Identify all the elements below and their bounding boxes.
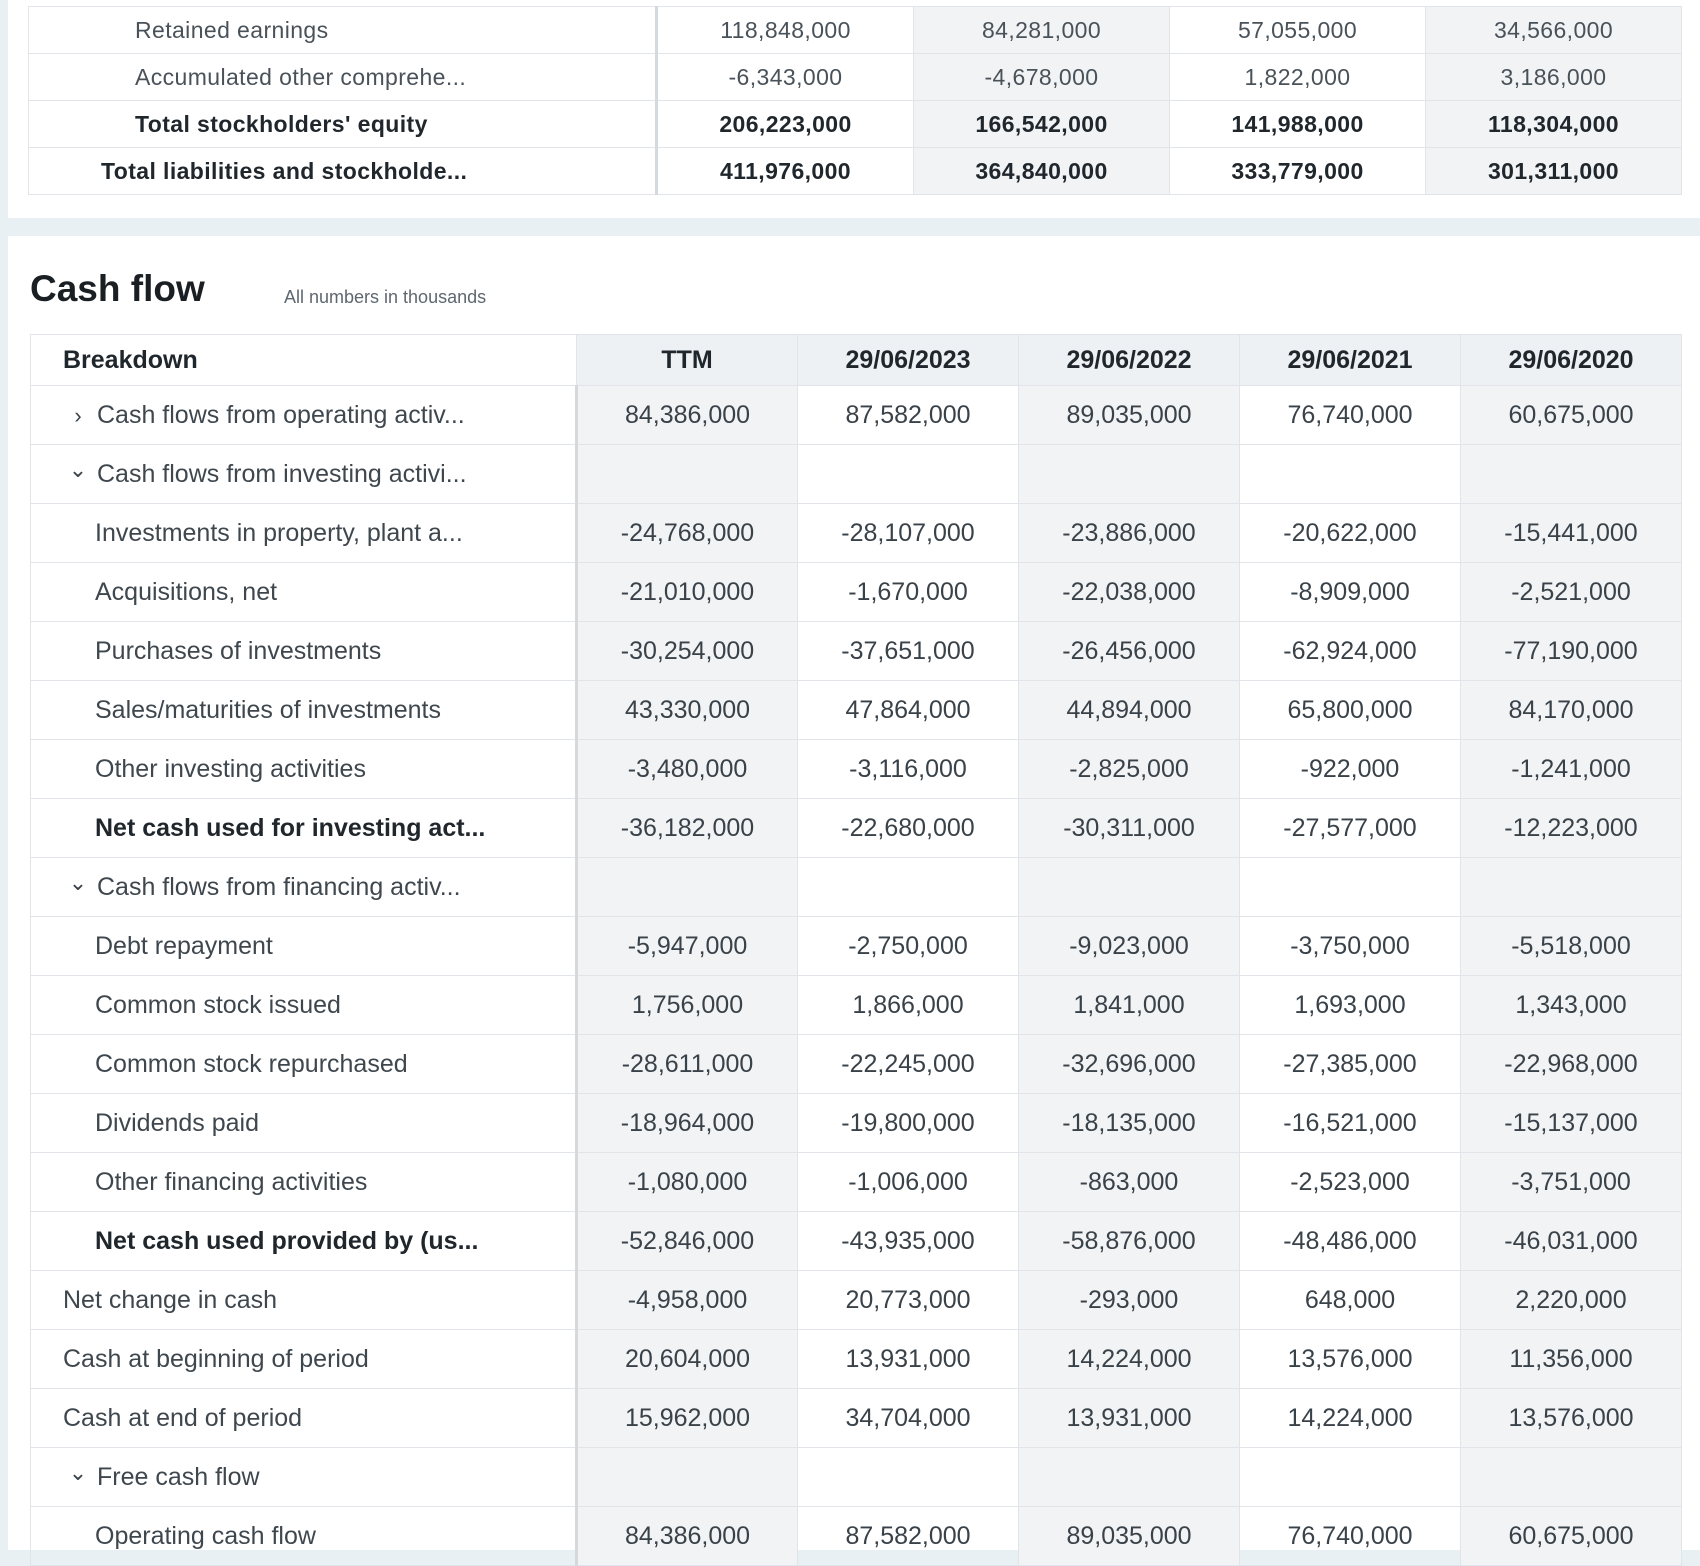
column-header-ttm: TTM <box>577 335 798 386</box>
cell-value: 1,693,000 <box>1240 976 1461 1035</box>
cell-value: -6,343,000 <box>657 54 914 101</box>
table-row <box>31 622 1682 681</box>
cell-value: 57,055,000 <box>1170 7 1426 54</box>
cell-value: -22,038,000 <box>1019 563 1240 622</box>
table-row <box>31 740 1682 799</box>
row-label-text: Total liabilities and stockholde... <box>101 157 468 184</box>
cell-value: 84,170,000 <box>1461 681 1682 740</box>
cell-value: -5,947,000 <box>577 917 798 976</box>
cell-value <box>1019 1448 1240 1507</box>
row-label-text: Cash flows from investing activi... <box>97 459 467 488</box>
cell-value: 34,704,000 <box>798 1389 1019 1448</box>
cell-value: -12,223,000 <box>1461 799 1682 858</box>
table-header-row <box>31 335 1682 386</box>
table-row <box>31 1507 1682 1566</box>
cell-value: -23,886,000 <box>1019 504 1240 563</box>
cell-value: 34,566,000 <box>1426 7 1682 54</box>
row-label: Common stock repurchased <box>31 1035 577 1094</box>
cell-value: 84,386,000 <box>577 1507 798 1566</box>
cell-value: -30,254,000 <box>577 622 798 681</box>
row-label[interactable] <box>31 386 577 445</box>
table-row <box>29 54 1682 101</box>
cell-value: 84,386,000 <box>577 386 798 445</box>
chevron-down-icon[interactable]: ⌄ <box>68 869 88 895</box>
column-header-date: 29/06/2020 <box>1461 335 1682 386</box>
cell-value: -22,245,000 <box>798 1035 1019 1094</box>
cell-value: 76,740,000 <box>1240 1507 1461 1566</box>
cell-value: -22,968,000 <box>1461 1035 1682 1094</box>
expandable-row[interactable] <box>31 1448 1682 1507</box>
cell-value: -5,518,000 <box>1461 917 1682 976</box>
cell-value: 3,186,000 <box>1426 54 1682 101</box>
cell-value: 20,604,000 <box>577 1330 798 1389</box>
cell-value: 206,223,000 <box>657 101 914 148</box>
cell-value: 13,576,000 <box>1461 1389 1682 1448</box>
column-header-date: 29/06/2021 <box>1240 335 1461 386</box>
chevron-down-icon[interactable]: ⌄ <box>68 456 88 482</box>
cell-value: 13,931,000 <box>1019 1389 1240 1448</box>
cell-value <box>1240 1448 1461 1507</box>
cell-value: -22,680,000 <box>798 799 1019 858</box>
row-label: Debt repayment <box>31 917 577 976</box>
expandable-row[interactable] <box>31 386 1682 445</box>
cell-value: -26,456,000 <box>1019 622 1240 681</box>
row-label: Dividends paid <box>31 1094 577 1153</box>
cell-value: 89,035,000 <box>1019 386 1240 445</box>
cell-value: 14,224,000 <box>1019 1330 1240 1389</box>
cell-value: -3,480,000 <box>577 740 798 799</box>
row-label-text: Accumulated other comprehe... <box>135 63 467 90</box>
cell-value: -20,622,000 <box>1240 504 1461 563</box>
cell-value: -27,385,000 <box>1240 1035 1461 1094</box>
cell-value <box>798 1448 1019 1507</box>
row-label <box>29 54 657 101</box>
cell-value: 65,800,000 <box>1240 681 1461 740</box>
row-label: Net change in cash <box>31 1271 577 1330</box>
table-row <box>29 101 1682 148</box>
cell-value: 118,848,000 <box>657 7 914 54</box>
cell-value: -2,523,000 <box>1240 1153 1461 1212</box>
column-header-date: 29/06/2023 <box>798 335 1019 386</box>
table-row <box>29 7 1682 54</box>
row-label: Cash at beginning of period <box>31 1330 577 1389</box>
cell-value: 60,675,000 <box>1461 1507 1682 1566</box>
cell-value: -27,577,000 <box>1240 799 1461 858</box>
row-label: Sales/maturities of investments <box>31 681 577 740</box>
cell-value: 2,220,000 <box>1461 1271 1682 1330</box>
cell-value: 14,224,000 <box>1240 1389 1461 1448</box>
cell-value: 44,894,000 <box>1019 681 1240 740</box>
expandable-row[interactable] <box>31 858 1682 917</box>
cell-value <box>1240 445 1461 504</box>
cell-value: -18,135,000 <box>1019 1094 1240 1153</box>
cell-value: 648,000 <box>1240 1271 1461 1330</box>
row-label: Other investing activities <box>31 740 577 799</box>
chevron-right-icon[interactable]: › <box>74 402 82 428</box>
section-title: Cash flow <box>30 268 205 309</box>
row-label-text: Retained earnings <box>135 16 329 43</box>
cell-value: 13,576,000 <box>1240 1330 1461 1389</box>
row-label: Purchases of investments <box>31 622 577 681</box>
column-header-breakdown: Breakdown <box>31 335 577 386</box>
cell-value: -19,800,000 <box>798 1094 1019 1153</box>
cell-value: 118,304,000 <box>1426 101 1682 148</box>
cell-value: -9,023,000 <box>1019 917 1240 976</box>
table-row <box>31 1389 1682 1448</box>
cell-value: -2,825,000 <box>1019 740 1240 799</box>
cell-value <box>1019 858 1240 917</box>
table-row <box>31 1330 1682 1389</box>
cell-value: 89,035,000 <box>1019 1507 1240 1566</box>
cell-value: 15,962,000 <box>577 1389 798 1448</box>
cell-value: 43,330,000 <box>577 681 798 740</box>
cell-value: -3,116,000 <box>798 740 1019 799</box>
cell-value: -43,935,000 <box>798 1212 1019 1271</box>
cell-value: -18,964,000 <box>577 1094 798 1153</box>
cell-value: -2,750,000 <box>798 917 1019 976</box>
cell-value: 87,582,000 <box>798 386 1019 445</box>
cell-value: 84,281,000 <box>914 7 1170 54</box>
cell-value <box>1461 858 1682 917</box>
cell-value: -46,031,000 <box>1461 1212 1682 1271</box>
cell-value: -4,678,000 <box>914 54 1170 101</box>
row-label: Other financing activities <box>31 1153 577 1212</box>
cell-value: -62,924,000 <box>1240 622 1461 681</box>
cell-value: 1,841,000 <box>1019 976 1240 1035</box>
cell-value: -36,182,000 <box>577 799 798 858</box>
cell-value: -863,000 <box>1019 1153 1240 1212</box>
row-label: Net cash used for investing act... <box>31 799 577 858</box>
cell-value: 1,822,000 <box>1170 54 1426 101</box>
cell-value <box>1019 445 1240 504</box>
cell-value: -28,611,000 <box>577 1035 798 1094</box>
table-row <box>31 1094 1682 1153</box>
cell-value: 364,840,000 <box>914 148 1170 195</box>
cell-value: -37,651,000 <box>798 622 1019 681</box>
row-label-text: Total stockholders' equity <box>135 110 428 137</box>
cell-value: -16,521,000 <box>1240 1094 1461 1153</box>
cell-value: -4,958,000 <box>577 1271 798 1330</box>
cell-value: -15,441,000 <box>1461 504 1682 563</box>
table-row <box>29 148 1682 195</box>
row-label: Cash at end of period <box>31 1389 577 1448</box>
cell-value <box>1240 858 1461 917</box>
cell-value: -8,909,000 <box>1240 563 1461 622</box>
row-label: Acquisitions, net <box>31 563 577 622</box>
cell-value: -3,750,000 <box>1240 917 1461 976</box>
cell-value: -28,107,000 <box>798 504 1019 563</box>
row-label <box>29 101 657 148</box>
cell-value: -1,241,000 <box>1461 740 1682 799</box>
table-row <box>31 1035 1682 1094</box>
cell-value: -32,696,000 <box>1019 1035 1240 1094</box>
cell-value: -1,080,000 <box>577 1153 798 1212</box>
cell-value: 60,675,000 <box>1461 386 1682 445</box>
row-label: Common stock issued <box>31 976 577 1035</box>
cell-value <box>1461 445 1682 504</box>
cell-value: 1,756,000 <box>577 976 798 1035</box>
row-label[interactable] <box>31 445 577 504</box>
balance-sheet-panel <box>8 0 1700 218</box>
cell-value <box>577 858 798 917</box>
cell-value: -3,751,000 <box>1461 1153 1682 1212</box>
cash-flow-panel <box>8 236 1700 1550</box>
cell-value: 20,773,000 <box>798 1271 1019 1330</box>
table-row <box>31 976 1682 1035</box>
cell-value: -24,768,000 <box>577 504 798 563</box>
cell-value: -1,670,000 <box>798 563 1019 622</box>
cell-value <box>798 445 1019 504</box>
row-label-text: Cash flows from operating activ... <box>97 400 465 429</box>
cell-value <box>1461 1448 1682 1507</box>
table-row <box>31 799 1682 858</box>
table-row <box>31 1153 1682 1212</box>
cell-value: 1,866,000 <box>798 976 1019 1035</box>
cell-value: 166,542,000 <box>914 101 1170 148</box>
cell-value: -30,311,000 <box>1019 799 1240 858</box>
cell-value: 333,779,000 <box>1170 148 1426 195</box>
row-label <box>29 7 657 54</box>
row-label-text: Cash flows from financing activ... <box>97 872 461 901</box>
table-row <box>31 681 1682 740</box>
table-row <box>31 563 1682 622</box>
table-row <box>31 1212 1682 1271</box>
row-label: Net cash used provided by (us... <box>31 1212 577 1271</box>
cell-value: -2,521,000 <box>1461 563 1682 622</box>
cell-value: 87,582,000 <box>798 1507 1019 1566</box>
cell-value: -52,846,000 <box>577 1212 798 1271</box>
cell-value: 301,311,000 <box>1426 148 1682 195</box>
cell-value: 141,988,000 <box>1170 101 1426 148</box>
cell-value: 47,864,000 <box>798 681 1019 740</box>
cell-value: -1,006,000 <box>798 1153 1019 1212</box>
table-row <box>31 917 1682 976</box>
cell-value <box>577 445 798 504</box>
cell-value: 411,976,000 <box>657 148 914 195</box>
cell-value <box>577 1448 798 1507</box>
row-label: Operating cash flow <box>31 1507 577 1566</box>
table-row <box>31 504 1682 563</box>
cell-value: -48,486,000 <box>1240 1212 1461 1271</box>
row-label <box>29 148 657 195</box>
cell-value: 13,931,000 <box>798 1330 1019 1389</box>
cell-value: 11,356,000 <box>1461 1330 1682 1389</box>
cell-value: 1,343,000 <box>1461 976 1682 1035</box>
chevron-down-icon[interactable]: ⌄ <box>68 1459 88 1485</box>
cell-value: -15,137,000 <box>1461 1094 1682 1153</box>
cell-value: -21,010,000 <box>577 563 798 622</box>
row-label[interactable] <box>31 858 577 917</box>
cell-value: -922,000 <box>1240 740 1461 799</box>
row-label-text: Free cash flow <box>97 1462 260 1491</box>
balance-sheet-table <box>28 6 1682 195</box>
cell-value: -293,000 <box>1019 1271 1240 1330</box>
column-header-date: 29/06/2022 <box>1019 335 1240 386</box>
cell-value: -77,190,000 <box>1461 622 1682 681</box>
cell-value: -58,876,000 <box>1019 1212 1240 1271</box>
table-row <box>31 1271 1682 1330</box>
row-label: Investments in property, plant a... <box>31 504 577 563</box>
row-label[interactable] <box>31 1448 577 1507</box>
cash-flow-table <box>30 334 1682 1566</box>
cell-value <box>798 858 1019 917</box>
units-note: All numbers in thousands <box>284 287 487 307</box>
cell-value: 76,740,000 <box>1240 386 1461 445</box>
expandable-row[interactable] <box>31 445 1682 504</box>
